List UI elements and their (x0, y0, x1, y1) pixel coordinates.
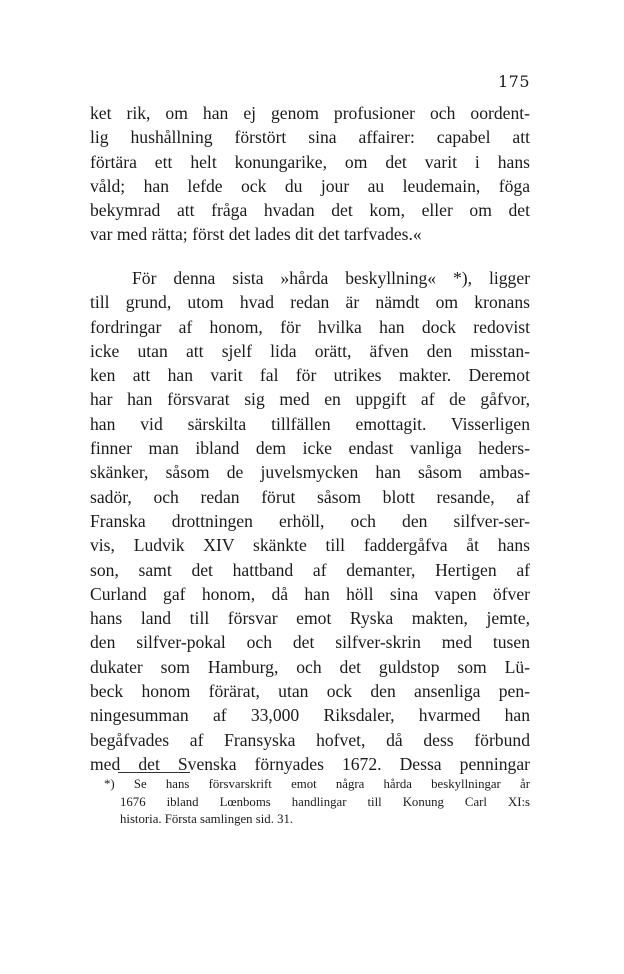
footnote-line: *) Se hans försvarskrift emot några hårda beskyllningar år (104, 777, 530, 791)
text-line: beck honom förärat, utan ock den ansenliga pen- (90, 681, 530, 702)
text-line: dukater som Hamburg, och det guldstop som Lü- (90, 656, 530, 677)
text-line: son, samt det hattband af demanter, Hertigen af (90, 559, 530, 580)
footnote (90, 776, 530, 829)
text-line: vis, Ludvik XIV skänkte till faddergåfva åt hans (90, 535, 530, 556)
paragraph-2 (90, 266, 530, 776)
text-line: var med rätta; först det lades dit det tarfvades.« (90, 224, 422, 245)
footnote-divider (118, 772, 190, 773)
text-line: hans land till försvar emot Ryska makten, jemte, (90, 608, 530, 629)
text-line: till grund, utom hvad redan är nämdt om kronans (90, 292, 530, 313)
text-line: lig hushållning förstört sina affairer: capabel att (90, 127, 530, 148)
text-line: förtära ett helt konungarike, om det varit i hans (90, 151, 530, 172)
text-line: skänker, såsom de juvelsmycken han såsom ambas- (90, 462, 530, 483)
text-line: För denna sista »hårda beskyllning« *), ligger (132, 268, 530, 288)
text-line: våld; han lefde ock du jour au leudemain, föga (90, 175, 530, 196)
text-line: begåfvades af Fransyska hofvet, då dess förbund (90, 729, 530, 750)
paragraph-1 (90, 101, 530, 247)
text-line: den silfver-pokal och det silfver-skrin med tusen (90, 632, 530, 653)
text-line: bekymrad att fråga hvadan det kom, eller om det (90, 200, 530, 221)
text-line: Franska drottningen erhöll, och den silfver-ser- (90, 510, 530, 531)
text-line: Curland gaf honom, då han höll sina vapen öfver (90, 583, 530, 604)
text-line: finner man ibland dem icke endast vanliga heders- (90, 438, 530, 459)
page-number: 175 (497, 72, 530, 91)
text-line: fordringar af honom, för hvilka han dock redovist (90, 316, 530, 337)
text-line: ningesumman af 33,000 Riksdaler, hvarmed han (90, 705, 530, 726)
footnote-line: 1676 ibland Lœnboms handlingar till Konung Carl XI:s (120, 794, 530, 809)
text-line: med det Svenska förnyades 1672. Dessa penningar (90, 753, 530, 774)
text-line: ket rik, om han ej genom profusioner och oordent- (90, 103, 530, 123)
text-line: ken att han varit fal för utrikes makter. Deremot (90, 365, 530, 386)
text-line: icke utan att sjelf lida orätt, äfven den misstan- (90, 340, 530, 361)
text-line: sadör, och redan förut såsom blott resande, af (90, 486, 530, 507)
text-line: har han försvarat sig med en uppgift af de gåfvor, (90, 389, 530, 410)
footnote-line: historia. Första samlingen sid. 31. (120, 812, 294, 826)
text-line: han vid särskilta tillfällen emottagit. Visserligen (90, 413, 530, 434)
